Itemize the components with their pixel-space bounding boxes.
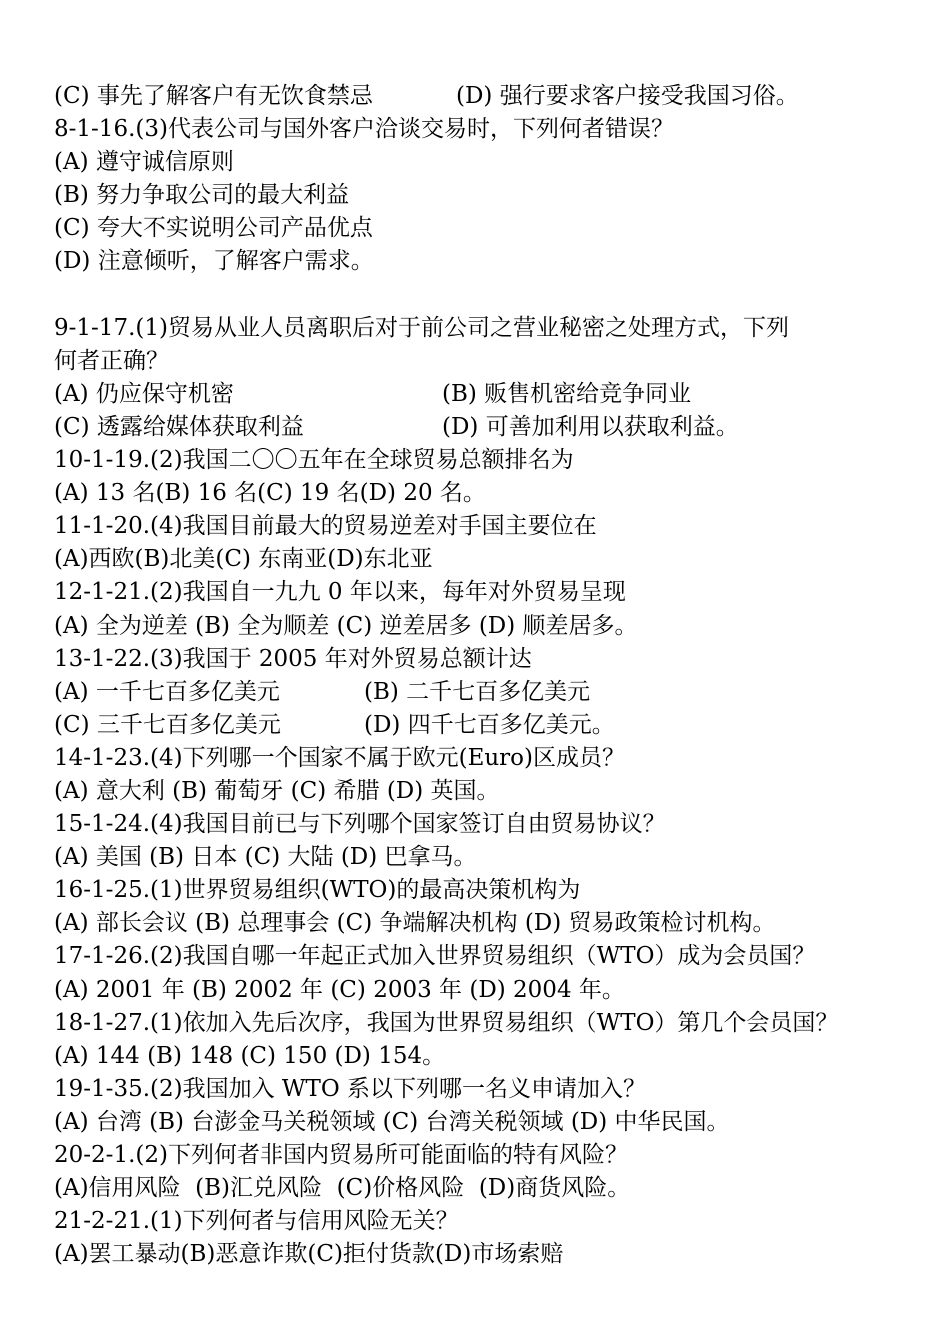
option-right: (D) 可善加利用以获取利益。 xyxy=(442,413,739,440)
text-line: (A)信用风险 (B)汇兑风险 (C)价格风险 (D)商货风险。 xyxy=(54,1175,631,1202)
text-line: 8-1-16.(3)代表公司与国外客户洽谈交易时，下列何者错误？ xyxy=(54,116,674,143)
text-line: 18-1-27.(1)依加入先后次序，我国为世界贸易组织（WTO）第几个会员国？ xyxy=(54,1009,839,1036)
option-left: (C) 事先了解客户有无饮食禁忌 xyxy=(54,83,373,109)
option-left: (A) 一千七百多亿美元 xyxy=(54,678,280,705)
text-line: (A) 台湾 (B) 台澎金马关税领域 (C) 台湾关税领域 (D) 中华民国。 xyxy=(54,1108,730,1135)
text-line: 9-1-17.(1)贸易从业人员离职后对于前公司之营业秘密之处理方式，下列 xyxy=(54,314,789,341)
option-left: (A) 仍应保守机密 xyxy=(54,380,234,407)
text-line: 12-1-21.(2)我国自一九九 0 年以来，每年对外贸易呈现 xyxy=(54,579,626,606)
text-line: 15-1-24.(4)我国目前已与下列哪个国家签订自由贸易协议？ xyxy=(54,811,666,838)
text-line: 20-2-1.(2)下列何者非国内贸易所可能面临的特有风险？ xyxy=(54,1142,628,1168)
text-line: (A) 全为逆差 (B) 全为顺差 (C) 逆差居多 (D) 顺差居多。 xyxy=(54,612,638,639)
text-line: 10-1-19.(2)我国二〇〇五年在全球贸易总额排名为 xyxy=(54,447,574,474)
text-line: (A) 意大利 (B) 葡萄牙 (C) 希腊 (D) 英国。 xyxy=(54,777,500,804)
option-right: (D) 四千七百多亿美元。 xyxy=(364,711,615,738)
text-line: (C) 夸大不实说明公司产品优点 xyxy=(54,215,373,242)
text-line: (A) 部长会议 (B) 总理事会 (C) 争端解决机构 (D) 贸易政策检讨机构。 xyxy=(54,910,776,937)
text-line: (A) 144 (B) 148 (C) 150 (D) 154。 xyxy=(54,1042,446,1069)
blank-line xyxy=(54,279,914,312)
option-right: (B) 贩售机密给竞争同业 xyxy=(442,380,692,407)
text-line: (A) 遵守诚信原则 xyxy=(54,149,234,176)
text-line: (A)罢工暴动(B)恶意诈欺(C)拒付货款(D)市场索赔 xyxy=(54,1241,564,1268)
option-row xyxy=(54,378,914,411)
option-right: (D) 强行要求客户接受我国习俗。 xyxy=(456,83,799,109)
option-row xyxy=(54,676,914,709)
text-line: (A) 2001 年 (B) 2002 年 (C) 2003 年 (D) 2004 年。 xyxy=(54,976,625,1003)
option-row xyxy=(54,80,914,113)
text-line: 21-2-21.(1)下列何者与信用风险无关？ xyxy=(54,1208,459,1235)
text-line: 19-1-35.(2)我国加入 WTO 系以下列哪一名义申请加入？ xyxy=(54,1075,647,1102)
option-left: (C) 三千七百多亿美元 xyxy=(54,711,281,738)
text-line: (A) 美国 (B) 日本 (C) 大陆 (D) 巴拿马。 xyxy=(54,844,477,871)
text-line: (A) 13 名(B) 16 名(C) 19 名(D) 20 名。 xyxy=(54,480,486,507)
text-line: (A)西欧(B)北美(C) 东南亚(D)东北亚 xyxy=(54,546,433,573)
option-right: (B) 二千七百多亿美元 xyxy=(364,678,591,705)
document-page xyxy=(54,80,914,1271)
text-line: 16-1-25.(1)世界贸易组织(WTO)的最高决策机构为 xyxy=(54,877,581,904)
text-line: 17-1-26.(2)我国自哪一年起正式加入世界贸易组织（WTO）成为会员国？ xyxy=(54,943,816,970)
text-line: 11-1-20.(4)我国目前最大的贸易逆差对手国主要位在 xyxy=(54,513,597,540)
text-line: 何者正确？ xyxy=(54,347,169,374)
text-line: 13-1-22.(3)我国于 2005 年对外贸易总额计达 xyxy=(54,645,532,672)
text-line: (D) 注意倾听，了解客户需求。 xyxy=(54,248,374,275)
option-row xyxy=(54,709,914,742)
option-row xyxy=(54,411,914,444)
text-line: (B) 努力争取公司的最大利益 xyxy=(54,182,350,209)
text-line: 14-1-23.(4)下列哪一个国家不属于欧元(Euro)区成员？ xyxy=(54,744,625,771)
option-left: (C) 透露给媒体获取利益 xyxy=(54,413,304,440)
